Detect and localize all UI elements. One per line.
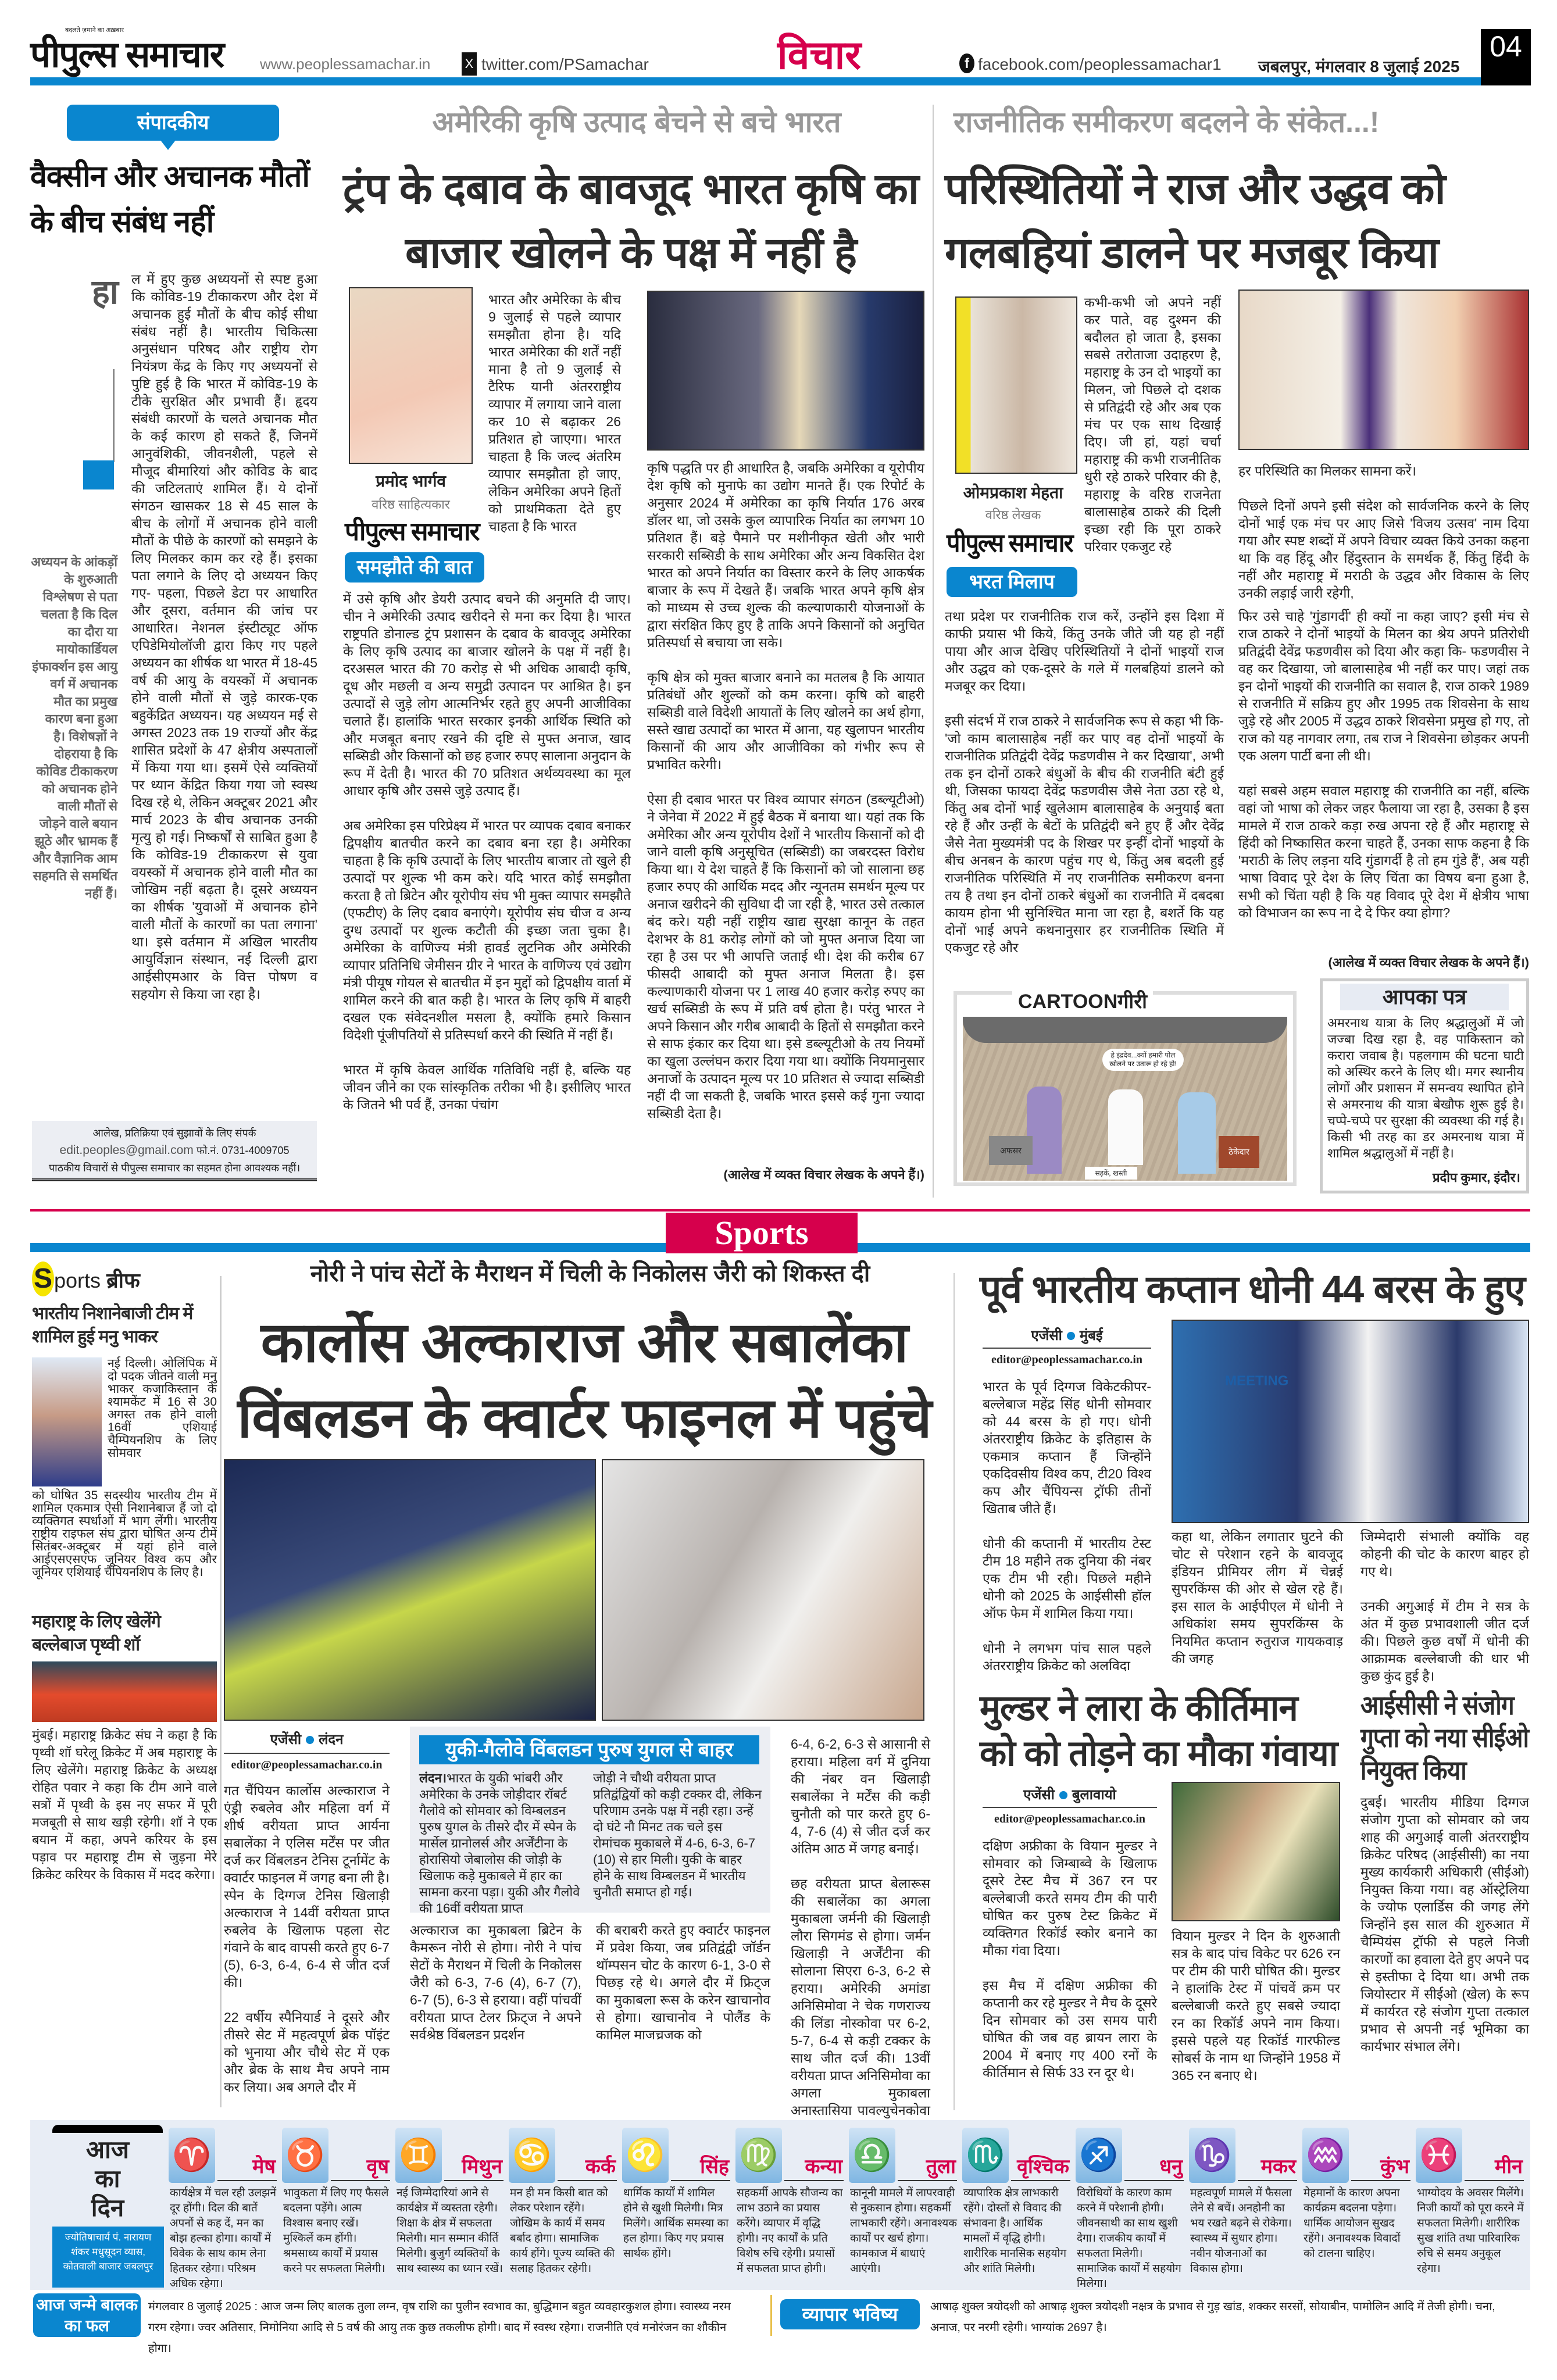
cartoon-newspaper: सड़कें, खस्ती <box>1085 1167 1137 1180</box>
sign-name: मीन <box>1494 2156 1523 2178</box>
editorial-pullquote: अध्ययन के आंकड़ों के शुरुआती विश्लेषण से पता चलता है कि दिल का दौरा या मायोकार्डियल इंफार्क्शन इस आयु वर्ग में अचानक मौत का प्रमुख कारण बना हुआ है। विशेषज्ञों ने दोहराया है कि कोविड टीकाकरण को अचानक होने वाली मौतों से जोड़ने वाले बयान झूठे और भ्रामक हैं और वैज्ञानिक आम सहमति से समर्थित नहीं हैं। <box>31 555 117 900</box>
contact-box <box>32 1121 317 1181</box>
contractor-figure <box>1178 1092 1216 1174</box>
dateline-dot-icon <box>1067 1332 1075 1340</box>
column-logo: पीपुल्स समाचार <box>345 517 479 546</box>
cartoon-title: CARTOONगीरी <box>1012 990 1153 1013</box>
politics-disclaimer: (आलेख में व्यक्त विचार लेखक के अपने हैं।) <box>1328 955 1529 970</box>
sports-column-divider <box>954 1273 955 2110</box>
zodiac-7-icon: ♏ <box>962 2128 1009 2183</box>
icc-headline: आईसीसी ने संजोग गुप्ता को नया सीईओ नियुक्त किया <box>1360 1690 1529 1785</box>
sign-text: सहकर्मी आपके सौजन्य का लाभ उठाने का प्रयास करेंगे। व्यापार में वृद्धि होगी। नए कार्यों के प्रति विशेष रुचि रहेगी। प्रयासों में सफलता प्राप्त होगी। <box>737 2187 843 2275</box>
sign-rule <box>1238 2180 1297 2181</box>
wimbledon-email[interactable]: editor@peoplessamachar.co.in <box>224 1753 390 1772</box>
politics-headline: परिस्थितियों ने राज और उद्धव को गलबहियां डालने पर मजबूर किया <box>945 165 1445 277</box>
trade-headline: ट्रंप के दबाव के बावजूद भारत कृषि का बाजार खोलने के पक्ष में नहीं है <box>343 165 919 277</box>
author-name: प्रमोद भार्गव <box>376 472 446 490</box>
trade-disclaimer: (आलेख में व्यक्त विचार लेखक के अपने हैं।) <box>723 1167 924 1182</box>
sign-text: मेहमानों के कारण अपना कार्यक्रम बदलना पड़ेगा। धार्मिक आयोजन सुखद रहेंगे। अनावश्यक विवादों को टालना चाहिए। <box>1304 2187 1401 2260</box>
editorial-badge: संपादकीय <box>67 105 279 141</box>
mulder-email[interactable]: editor@peoplessamachar.co.in <box>983 1807 1157 1826</box>
brief-label-en: ports <box>54 1268 101 1292</box>
sign-text: भावुकता में लिए गए फैसले बदलना पड़ेंगे। आत्म विश्वास बनाए रखें। मुश्किलें कम होंगी। श्रमसाध्य कार्यों में प्रयास करने पर सफलता मिलेगी। <box>283 2187 389 2275</box>
dhoni-birthday-photo <box>1172 1320 1529 1523</box>
trade-col2: कृषि पद्धति पर ही आधारित है, जबकि अमेरिका व यूरोपीय देश कृषि को मुनाफे का उद्योग मानते हैं। एक रिपोर्ट के अनुसार 2024 में अमेरिका का कृषि निर्यात 176 अरब डॉलर था, जो उसके कुल व्यापारिक निर्यात का लगभग 10 प्रतिशत हैं। बड़े पैमाने पर मशीनीकृत खेती और भारी सरकारी सब्सिडी के साथ अमेरिका और अन्य विकसित देश भारत को अपने निर्यात का विस्तार करने के लिए आकर्षक बाजार के रूप में देखते हैं। जबकि भारत अपने कृषि क्षेत्र को माध्यम से उच्च शुल्क की कल्याणकारी योजनाओं के द्वारा संरक्षित किए हुए है ताकि अपने किसानों को अनुचित प्रतिस्पर्धा से बचाया जा सके। कृषि क्षेत्र को मुक्त बाजार बनाने का मतलब है कि आयात प्रतिबंधों और शुल्कों को कम करना। कृषि को बाहरी सब्सिडी वाले विदेशी आयातों के लिए खोलने का अर्थ होगा, सस्ते खाद्य उत्पादों का भारत में आना, यह खुलापन भारतीय किसानों की आय और आजीविका को गंभीर रूप से प्रभावित करेगी। ऐसा ही दबाव भारत पर विश्व व्यापार संगठन (डब्ल्यूटीओ) ने जेनेवा में 2022 में हुई बैठक में बनाया था। यहां तक कि अमेरिका और अन्य यूरोपीय देशों ने भारतीय किसानों को दी जाने वाली कृषि अनुसूचित (सब्सिडी) का जबरदस्त विरोध किया था। ये देश चाहते हैं कि किसानों को जो सालाना छह हजार रुपए की आर्थिक मदद और न्यूनतम समर्थन मूल्य पर अनाज खरीदने की सुविधा दी जा रही है, भारत उसे तत्काल बंद करे। यही नहीं राष्ट्रीय खाद्य सुरक्षा कानून के तहत देशभर के 81 करोड़ लोगों को जो मुफ्त अनाज दिया जा रहा है उस पर भी आपत्ति जताई थी। देश की करीब 67 फीसदी आबादी को मुफ्त अनाज मिलता है। इस कल्याणकारी योजना पर 1 लाख 40 हजार करोड़ रुपए का खर्च सब्सिडी के रूप में प्रति वर्ष होता है। परंतु भारत ने अपने किसान और गरीब आबादी के हितों से समझौता करने से साफ इंकार कर दिया था। इसे डब्ल्यूटीओ के तय नियमों का खुला उल्लंघन करार दिया गया था। क्योंकि नियमानुसार अनाजों के उत्पादन मूल्य पर 10 प्रतिशत से ज्यादा सब्सिडी नहीं दी जा सकती है, जबकि भारत इससे कई गुना ज्यादा सब्सिडी देता है। <box>647 460 924 1121</box>
sign-name: सिंह <box>700 2156 729 2178</box>
horoscope-title-3: दिन <box>91 2194 124 2221</box>
sign-name: तुला <box>926 2156 956 2178</box>
zodiac-5-icon: ♍ <box>735 2128 782 2183</box>
wimbledon-col2: अल्काराज का मुकाबला ब्रिटेन के कैमरून नोरी से होगा। नोरी ने पांच सेटों के मैराथन में चिली के निकोलस जैरी को 6-3, 7-6 (4), 6-7 (7), 6-7 (5), 6-3 से हराया। वहीं पांचवीं वरीयता प्राप्त टेलर फ्रिट्ज ने अपने सर्वश्रेष्ठ विंबलडन प्रदर्शन <box>410 1922 581 2042</box>
dhoni-dateline <box>983 1325 1151 1345</box>
dhoni-email[interactable]: editor@peoplessamachar.co.in <box>983 1348 1151 1367</box>
strip-divider <box>770 2295 772 2336</box>
trade-lead: भारत और अमेरिका के बीच 9 जुलाई से पहले व्यापार समझौता होना है। यदि भारत अमेरिका की शर्तें नहीं माना है तो 9 जुलाई से टैरिफ यानी अंतरराष्ट्रीय व्यापार में लगाया जाने वाला कर 10 से बढ़ाकर 26 प्रतिशत हो जाएगा। भारत चाहता है कि जल्द अंतरिम व्यापार समझौता हो जाए, लेकिन अमेरिका अपने हितों को प्राथमिकता देते हुए चाहता है कि भारत <box>488 292 621 534</box>
author-role: वरिष्ठ साहित्यकार <box>372 497 450 512</box>
mulder-col1: दक्षिण अफ्रीका के वियान मुल्डर ने सोमवार को जिम्बाब्वे के खिलाफ दूसरे टेस्ट मैच में 367 रन पर बल्लेबाजी करते समय टीम की पारी घोषित कर पुरुष टेस्ट क्रिकेट में व्यक्तिगत रिकॉर्ड स्कोर बनाने का मौका गंवा दिया। इस मैच में दक्षिण अफ्रीका की कप्तानी कर रहे मुल्डर ने मैच के दूसरे दिन सोमवार को उस समय पारी घोषित की जब वह ब्रायन लारा के 2004 में बनाए गए 400 रनों के कीर्तिमान से सिर्फ 33 रन दूर थे। <box>983 1838 1157 2080</box>
column-logo: पीपुल्स समाचार <box>947 529 1073 558</box>
contact-line: आलेख, प्रतिक्रिया एवं सुझावों के लिए संपर्क <box>92 1127 256 1139</box>
zodiac-6-icon: ♎ <box>849 2128 895 2183</box>
sign-text: कानूनी मामले में लापरवाही से नुकसान होगा। सहकर्मी लाभकारी रहेंगे। अनावश्यक कार्यों पर खर्च होगा। कामकाज में बाधाएं आएंगी। <box>850 2187 957 2275</box>
sign-rule <box>1124 2180 1184 2181</box>
horoscope-sign <box>735 2128 846 2285</box>
yuki-place: लंदन। <box>419 1771 447 1785</box>
x-icon: X <box>462 52 477 76</box>
twitter-link[interactable]: twitter.com/PSamachar <box>481 55 649 73</box>
yuki-box-col1 <box>419 1770 585 1916</box>
politician-figure <box>1108 1089 1143 1165</box>
zodiac-11-icon: ♓ <box>1416 2128 1462 2183</box>
horoscope-sign <box>849 2128 959 2285</box>
sports-brief-label <box>32 1262 218 1296</box>
sign-text: नई जिम्मेदारियां आने से कार्यक्षेत्र में व्यस्तता रहेगी। शिक्षा के क्षेत्र में सफलता मिलेगी। मान सम्मान कीर्ति मिलेगी। बुजुर्ग व्यक्तियों के साथ स्वास्थ्य का ध्यान रखें। <box>397 2187 503 2275</box>
sign-name: मेष <box>252 2156 276 2178</box>
letter-box <box>1320 978 1529 1193</box>
zodiac-9-icon: ♑ <box>1189 2128 1235 2183</box>
wimbledon-col3: की बराबरी करते हुए क्वार्टर फाइनल में प्रवेश किया, जब प्रतिद्वंद्वी जॉर्डन थॉम्पसन चोट के कारण 6-1, 3-0 से पिछड़ रहे थे। अगले दौर में फ्रिट्ज का मुकाबला रूस के करेन खाचानोव से होगा। खाचानोव ने पोलैंड के कामिल माजच्रजक को <box>596 1922 770 2042</box>
sign-name: कुंभ <box>1380 2156 1409 2178</box>
sign-name: मिथुन <box>462 2156 502 2178</box>
horoscope-sign <box>1076 2128 1186 2290</box>
zodiac-4-icon: ♌ <box>622 2128 669 2183</box>
sign-rule <box>331 2180 390 2181</box>
author-name: ओमप्रकाश मेहता <box>963 484 1063 502</box>
facebook-link[interactable]: facebook.com/peoplessamachar1 <box>978 55 1222 73</box>
sign-rule <box>444 2180 503 2181</box>
dateline-dot-icon <box>1059 1791 1067 1799</box>
contact-phone: फो.नं. 0731-4009705 <box>196 1145 290 1156</box>
sign-rule <box>217 2180 277 2181</box>
page-number: 04 <box>1481 29 1531 85</box>
horoscope-sign <box>1416 2128 1526 2285</box>
column-divider <box>933 105 934 1198</box>
politics-lead: कभी-कभी जो अपने नहीं कर पाते, वह दुश्मन की बदौलत हो जाता है, इसका सबसे तरोताजा उदाहरण है, महाराष्ट्र के उन दो भाइयों का मिलन, जो पिछले दो दशक से प्रतिद्वंदी रहे और अब एक मंच पर एक साथ दिखाई दिए। जी हां, यहां चर्चा महाराष्ट्र की कभी राजनीतिक धुरी रहे ठाकरे परिवार की है, महाराष्ट्र के वरिष्ठ राजनेता बालासाहेब ठाकरे की दिली इच्छा रही कि पूरा ठाकरे परिवार एकजुट रहे <box>1084 295 1221 554</box>
mulder-col2: वियान मुल्डर ने दिन के शुरुआती सत्र के बाद पांच विकेट पर 626 रन पर टीम की पारी घोषित की। मुल्डर ने हालांकि टेस्ट में पांचवें क्रम पर बल्लेबाजी करते हुए सबसे ज्यादा रन का रिकॉर्ड अपने नाम किया। इससे पहले यह रिकॉर्ड गारफील्ड सोबर्स के नाम था जिन्होंने 1958 में 365 रन बनाए थे। <box>1172 1928 1340 2083</box>
astrologer-box: ज्योतिषाचार्य पं. नारायण शंकर मधुसूदन व्यास, कोतवाली बाजार जबलपुर <box>52 2227 164 2288</box>
dhoni-col3: जिम्मेदारी संभाली क्योंकि वह कोहनी की चोट के कारण बाहर हो गए थे। उनकी अगुआई में टीम ने सत्र के अंत में कुछ प्रभावशाली जीत दर्ज की। पिछले कुछ वर्षों में धोनी की आक्रामक बल्लेबाजी की धार भी कुछ कुंद हुई है। <box>1360 1529 1529 1684</box>
dateline-dot-icon <box>306 1736 314 1744</box>
dateline-place: लंदन <box>319 1732 344 1748</box>
birth-forecast-text: मंगलवार 8 जुलाई 2025 : आज जन्म लिए बालक तुला लग्न, वृष राशि का पुलीन स्वभाव का, बुद्धिमान बहुत व्यवहारकुशल होगा। स्वास्थ्य नरम गरम रहेगा। ज्वर अतिसार, निमोनिया आदि से 5 वर्ष की आयु तक कुछ तकलीफ होगी। बाद में स्वस्थ रहेगा। राजनीति एवं मनोरंजन का शौकीन होगा। <box>148 2300 731 2355</box>
wimbledon-col4: 6-4, 6-2, 6-3 से आसानी से हराया। महिला वर्ग में दुनिया की नंबर वन खिलाड़ी सबालेंका ने मर्टेंस की कड़ी चुनौती को पार करते हुए 6-4, 7-6 (4) से जीत दर्ज कर अंतिम आठ में जगह बनाई। छह वरीयता प्राप्त बेलारूस की सबालेंका का अगला मुकाबला जर्मनी की खिलाड़ी लौरा सिगमंड से होगा। जर्मन खिलाड़ी ने अर्जेंटीना की सोलाना सिएरा 6-3, 6-2 से हराया। अमेरिकी अमांडा अनिसिमोवा ने चेक गणराज्य की लिंडा नोस्कोवा पर 6-2, 5-7, 6-4 से कड़ी टक्कर के साथ जीत दर्ज की। 13वीं वरीयता प्राप्त अनिसिमोवा का अगला मुकाबला अनास्तासिया पावल्युचेनकोवा <box>791 1736 930 2118</box>
sign-name: कन्या <box>805 2156 842 2178</box>
agency-label: एजेंसी <box>1031 1328 1062 1343</box>
trade-col1: में उसे कृषि और डेयरी उत्पाद बचने की अनुमति दी जाए। चीन ने अमेरिकी उत्पाद खरीदने से मना कर दिया है। भारत राष्ट्रपति डोनाल्ड ट्रंप प्रशासन के दबाव के बावजूद अमेरिका के लिए कृषि उत्पाद का बाजार खोलने के पक्ष में नहीं है। दरअसल भारत की 70 करोड़ से भी अधिक आबादी कृषि, दूध और मछली व अन्य समुद्री उत्पादन पर आश्रित है। इन उत्पादों से जुड़े लोग आत्मनिर्भर रहते हुए अपनी आजीविका चलाते हैं। हालांकि भारत सरकार इनकी आर्थिक स्थिति को और मजबूत बनाए रखने की दृष्टि से मुफ्त अनाज, खाद सब्सिडी और किसानों को छह हजार रुपए सालाना अनुदान के रूप में देती है। भारत की 70 प्रतिशत अर्थव्यवस्था का मूल आधार कृषि और उससे जुड़े उत्पाद हैं। अब अमेरिका इस परिप्रेक्ष्य में भारत पर व्यापक दबाव बनाकर द्विपक्षीय बातचीत करने का दबाव बना रहा है। अमेरिका चाहता है कि कृषि उत्पादों के लिए भारतीय बाजार तो खुले ही उत्पादों पर शुल्क भी कम करे। यदि भारत कोई समझौता करता है तो ब्रिटेन और यूरोपीय संघ भी मुक्त व्यापार समझौते (एफटीए) के लिए दबाव बनाएंगे। यूरोपीय संघ चीज व अन्य दुग्ध उत्पादों पर शुल्क कटौती की इच्छा जता चुका है। अमेरिका के वाणिज्य मंत्री हावर्ड लुटनिक और अमेरिकी व्यापार प्रतिनिधि जेमीसन ग्रीर ने भारत के वाणिज्य एवं उद्योग मंत्री पीयूष गोयल से बातचीत में इन मुद्दों को द्विपक्षीय वार्ता में शामिल करने की बात कही है। भारत के लिए कृषि में बाहरी दखल एक संवेदनशील मसला है, क्योंकि हमारे किसान विदेशी पूंजीपतियों से प्रतिस्पर्धा करने की स्थिति में नहीं हैं। भारत में कृषि केवल आर्थिक गतिविधि नहीं है, बल्कि यह जीवन जीने का एक सांस्कृतिक तरीका भी है। इसीलिए भारत के जितने भी पर्व हैं, उनका पंचांग <box>343 591 631 1112</box>
sign-rule <box>898 2180 957 2181</box>
manu-bhaker-photo <box>32 1357 102 1486</box>
sign-text: महत्वपूर्ण मामले में फैसला लेने से बचें। अनहोनी का भय रखते बढ़ने से रोकेगा। स्वास्थ्य में सुधार होगा। नवीन योजनाओं का विकास होगा। <box>1190 2187 1292 2275</box>
column-name-badge: समझौते की बात <box>345 552 484 583</box>
sports-section-label: Sports <box>666 1213 858 1253</box>
sign-text: भाग्योदय के अवसर मिलेंगे। निजी कार्यों को पूरा करने में सफलता मिलेगी। शारीरिक सुख शांति तथा पारिवारिक रुचि से समय अनुकूल रहेगा। <box>1417 2187 1524 2275</box>
logo-tagline: बदलते ज़माने का अख़बार <box>65 27 124 34</box>
yuki-box-col2: जोड़ी ने चौथी वरीयता प्राप्त प्रतिद्वंद्वियों को कड़ी टक्कर दी, लेकिन परिणाम उनके पक्ष में नही रहा। उन्हें दो घंटे नौ मिनट तक चले इस रोमांचक मुकाबले में 4-6, 6-3, 6-7 (10) से हार मिली। युकी के बाहर होने के साथ विम्बलडन में भारतीय चुनौती समाप्त हो गई। <box>593 1771 762 1899</box>
brief-text-prithvi: मुंबई। महाराष्ट्र क्रिकेट संघ ने कहा है कि पृथ्वी शॉ घरेलू क्रिकेट में अब महाराष्ट्र के लिए खेलेंगे। महाराष्ट्र क्रिकेट के अध्यक्ष रोहित पवार ने कहा कि टीम आने वाले सत्रों में पृथ्वी के इस नए सफर में पूरी मजबूती से साथ खड़ी रहेगी। शॉ ने एक बयान में कहा, अपने करियर के इस पड़ाव पर महाराष्ट्र टीम से जुड़ना मेरे क्रिकेट करियर के विकास में मदद करेगा। <box>32 1728 217 1882</box>
politics-col1: तथा प्रदेश पर राजनीतिक राज करें, उन्होंने इस दिशा में काफी प्रयास भी किये, किंतु उनके जीते जी यह हो नहीं पाया और आज देखिए परिस्थितियों ने दोनों भाइयों राज और उद्धव को एक-दूसरे के गले में गलबहियां डालने को मजबूर कर दिया। इसी संदर्भ में राज ठाकरे ने सार्वजनिक रूप से कहा भी कि- 'जो काम बालासाहेब नहीं कर पाए वह दोनों भाइयों के राजनीतिक प्रतिद्वंदी देवेंद्र फडणवीस ने कर दिखाया', अभी तक इन दोनों ठाकरे बंधुओं के बीच की राजनीति बंटी हुई थी, जिसका फायदा देवेंद्र फडणवीस जैसे नेता उठा रहे थे, किंतु अब दोनों भाई खुलेआम बालासाहेब के अनुयाई बता रहे हैं और उन्हीं के बेटों के प्रतिद्वंदी बने हुए हैं और देवेंद्र जैसे नेता मुख्यमंत्री पद के शिखर पर इन्हीं दोनों भाइयों के बीच अनबन के कारण पहुंच गए थे, किंतु अब बदली हुई राजनीतिक परिस्थिति में नए राजनीतिक समीकरण बनना तय है तथा इन दोनों ठाकरे बंधुओं का राजनीति में दबदबा कायम होना भी सुनिश्चित माना जा रहा है, बशर्ते कि यह दोनों भाई अपने कथनानुसार हर राजनीतिक स्थिति में एकजुट रहे और <box>945 609 1224 955</box>
brief-headline-manu: भारतीय निशानेबाजी टीम में शामिल हुई मनु भाकर <box>32 1304 193 1346</box>
sabalenka-photo <box>602 1459 924 1721</box>
letter-body: अमरनाथ यात्रा के लिए श्रद्धालुओं में जो जज्बा दिख रहा है, वह पाकिस्तान को करारा जवाब है। पहलगाम की घटना घाटी को अस्थिर करने के लिए थी। मगर स्थानीय लोगों और प्रशासन में समन्वय स्थापित होने से अमरनाथ की यात्रा बेखौफ शुरू हुई है। चप्पे-चप्पे पर सुरक्षा की व्यवस्था की गई है। किसी भी तरह का डर अमरनाथ यात्रा में शामिल श्रद्धालुओं में नहीं है। <box>1327 1016 1524 1160</box>
zodiac-10-icon: ♒ <box>1302 2128 1349 2183</box>
briefcase-officer: अफसर <box>989 1136 1033 1165</box>
letter-signature: प्रदीप कुमार, इंदौर। <box>1433 1170 1520 1185</box>
prithvi-shaw-photo <box>32 1661 217 1722</box>
horoscope-sign <box>395 2128 506 2285</box>
brief-label-hi: ब्रीफ <box>106 1268 140 1292</box>
newspaper-logo: पीपुल्स समाचार <box>30 35 224 75</box>
sign-rule <box>558 2180 617 2181</box>
raj-uddhav-photo <box>1238 290 1529 450</box>
wimbledon-headline-line1: कार्लोस अल्काराज और सबालेंका <box>260 1311 908 1374</box>
author-photo-bhargava <box>349 287 473 464</box>
author-role: वरिष्ठ लेखक <box>985 508 1041 522</box>
mulder-photo <box>1172 1782 1340 1921</box>
facebook-icon: f <box>959 53 974 73</box>
alcaraz-photo <box>224 1459 596 1721</box>
letter-title: आपका पत्र <box>1340 984 1509 1010</box>
trade-forecast-label: व्यापार भविष्य <box>780 2299 920 2329</box>
brief-text-manu-2: को घोषित 35 सदस्यीय भारतीय टीम में शामिल एकमात्र ऐसी निशानेबाज हैं जो दो व्यक्तिगत स्पर्धाओं में भाग लेंगी। भारतीय राष्ट्रीय राइफल संघ द्वारा घोषित अन्य टीमें सितंबर-अक्टूबर में यहां होने वाले आईएसएसएफ जूनियर विश्व कप और जूनियर एशियाई चैंपियनशिप के लिए है। <box>32 1489 217 1579</box>
cartoon-frame <box>954 991 1297 1186</box>
sign-name: मकर <box>1260 2156 1296 2178</box>
dateline: जबलपुर, मंगलवार 8 जुलाई 2025 <box>1258 58 1460 76</box>
politics-top-right: हर परिस्थिति का मिलकर सामना करें। पिछले दिनों अपने इसी संदेश को सार्वजनिक करने के लिए दोनों भाई एक मंच पर आए जिसे 'विजय उत्सव' नाम दिया गया और स्पष्ट शब्दों में अपने विचार व्यक्त किये उनका कहना था कि वह हिंदू और हिंदुस्तान के समर्थक हैं, किंतु हिंदी के नहीं और महाराष्ट्र में मराठी के उद्धव और विकास के लिए उनकी लड़ाई जारी रहेगी, <box>1238 463 1529 601</box>
section-title: विचार <box>777 33 862 77</box>
contact-email[interactable]: edit.peoples@gmail.com <box>59 1143 194 1157</box>
horoscope-sign <box>622 2128 733 2285</box>
editorial-body: ल में हुए कुछ अध्ययनों से स्पष्ट हुआ कि कोविड-19 टीकाकरण और देश में अचानक हुई मौतों के बीच कोई सीधा संबंध नहीं है। भारतीय चिकित्सा अनुसंधान परिषद और राष्ट्रीय रोग नियंत्रण केंद्र के किए गए अध्ययनों से पुष्टि हुई है कि भारत में कोविड-19 के टीके सुरक्षित और प्रभावी हैं। हृदय संबंधी कारणों के चलते अचानक मौत के कई कारण हो सकते हैं, जिनमें आनुवंशिकी, जीवनशैली, पहले से मौजूद बीमारियां और कोविड के बाद की जटिलताएं शामिल हैं। ये दोनों संगठन खासकर 18 से 45 साल के बीच के लोगों में अचानक होने वाली मौतों के पीछे के कारणों को समझने के लिए मिलकर काम कर रहे हैं। इसका पता लगाने के लिए दो अध्ययन किए गए- पहला, पिछले डेटा पर आधारित और दूसरा, वर्तमान की जांच पर आधारित। नेशनल इंस्टीट्यूट ऑफ एपिडेमियोलॉजी द्वारा किए गए पहले अध्ययन का शीर्षक था भारत में 18-45 वर्ष की आयु के वयस्कों में अचानक होने वाली मौतों से जुड़े कारक-एक बहुकेंद्रित अध्ययन। यह अध्ययन मई से अगस्त 2023 तक 19 राज्यों और केंद्र शासित प्रदेशों के 47 क्षेत्रीय अस्पतालों में किया गया था। इसमें ऐसे व्यक्तियों पर ध्यान केंद्रित किया गया जो स्वस्थ दिख रहे थे, लेकिन अक्टूबर 2021 और मार्च 2023 के बीच अचानक उनकी मृत्यु हो गई। निष्कर्षों से साबित हुआ है कि कोविड-19 टीकाकरण से युवा वयस्कों में अचानक होने वाली मौत का जोखिम नहीं बढ़ता है। दूसरे अध्ययन का शीर्षक 'युवाओं में अचानक होने वाली मौतों के कारणों का पता लगाना' था। इसे वर्तमान में अखिल भारतीय आयुर्विज्ञान संस्थान, नई दिल्ली द्वारा आईसीएमआर के वित्त पोषण व सहयोग से किया जा रहा है। <box>131 271 317 1002</box>
horoscope-sign <box>1302 2128 1413 2285</box>
sign-rule <box>1465 2180 1524 2181</box>
editorial-dropcap: हा <box>92 273 119 311</box>
sign-text: मन ही मन किसी बात को लेकर परेशान रहेंगे। जोखिम के कार्य में समय बर्बाद होगा। सामाजिक कार्य होंगे। पूज्य व्यक्ति की सलाह हितकर रहेगी। <box>510 2187 615 2275</box>
wimbledon-dateline <box>224 1729 390 1749</box>
sign-name: वृष <box>366 2156 389 2178</box>
wimbledon-headline-line2: विंबलडन के क्वार्टर फाइनल में पहुंचे <box>237 1387 931 1449</box>
sign-name: वृश्चिक <box>1017 2156 1069 2178</box>
dhoni-col1: भारत के पूर्व दिग्गज विकेटकीपर-बल्लेबाज महेंद्र सिंह धोनी सोमवार को 44 बरस के हो गए। धोनी अंतरराष्ट्रीय क्रिकेट के इतिहास के एकमात्र कप्तान हैं जिन्होंने एकदिवसीय विश्व कप, टी20 विश्व कप और चैंपियन्स ट्रॉफी तीनों खिताब जीते हैं। धोनी की कप्तानी में भारतीय टेस्ट टीम 18 महीने तक दुनिया की नंबर एक टीम भी रही। पिछले महीने धोनी को 2025 के आईसीसी हॉल ऑफ फेम में शामिल किया गया। धोनी ने लगभग पांच साल पहले अंतरराष्ट्रीय क्रिकेट को अलविदा <box>983 1379 1151 1673</box>
brief-headline-prithvi: महाराष्ट्र के लिए खेलेंगे बल्लेबाज पृथ्वी शॉ <box>32 1612 160 1654</box>
sign-rule <box>1011 2180 1070 2181</box>
section-rule-red <box>30 1209 1530 1212</box>
sign-text: विरोधियों के कारण काम करने में परेशानी होगी। जीवनसाथी का साथ खुशी देगा। राजकीय कार्यों में सफलता मिलेगी। सामाजिक कार्यों में सहयोग मिलेगा। <box>1077 2187 1181 2290</box>
sign-text: व्यापारिक क्षेत्र लाभकारी रहेंगे। दोस्तों से विवाद की संभावना है। आर्थिक मामलों में वृद्धि होगी। शारीरिक मानसिक सहयोग और शांति मिलेगी। <box>963 2187 1067 2275</box>
dateline-place: बुलावायो <box>1072 1787 1116 1803</box>
zodiac-0-icon: ♈ <box>169 2128 215 2183</box>
website-link[interactable]: www.peoplessamachar.in <box>260 55 431 73</box>
banner-text: MEETING <box>1225 1373 1289 1389</box>
author-photo-mehta <box>955 296 1077 474</box>
pullquote-rule <box>113 369 115 462</box>
birth-forecast-label: आज जन्मे बालक का फल <box>33 2293 141 2337</box>
mulder-headline: मुल्डर ने लारा के कीर्तिमान को को तोड़ने का मौका गंवाया <box>980 1688 1338 1774</box>
horoscope-sign <box>1189 2128 1299 2285</box>
agency-label: एजेंसी <box>1023 1787 1055 1803</box>
horoscope-sign <box>962 2128 1073 2285</box>
brief-s-icon: S <box>32 1262 54 1296</box>
cartoon-illustration <box>963 1017 1287 1181</box>
dhoni-headline: पूर्व भारतीय कप्तान धोनी 44 बरस के हुए <box>980 1267 1525 1310</box>
wimbledon-col1: गत चैंपियन कार्लोस अल्काराज ने एंड्री रुबलेव और महिला वर्ग में शीर्ष वरीयता प्राप्त आर्यना सबालेंका ने एलिस मर्टेंस पर जीत दर्ज कर विंबलडन टेनिस टूर्नामेंट के क्वार्टर फाइनल में जगह बना ली है। स्पेन के दिग्गज टेनिस खिलाड़ी अल्काराज ने 14वीं वरीयता प्राप्त रुबलेव के खिलाफ पहला सेट गंवाने के बाद वापसी करते हुए 6-7 (5), 6-3, 6-4, 6-4 से जीत दर्ज की। 22 वर्षीय स्पैनियार्ड ने दूसरे और तीसरे सेट में महत्वपूर्ण ब्रेक पॉइंट को भुनाया और चौथे सेट में एक और ब्रेक के साथ मैच अपने नाम कर लिया। अब अगले दौर में <box>224 1783 390 2095</box>
dhoni-col2: कहा था, लेकिन लगातार घुटने की चोट से परेशान रहने के बावजूद इंडियन प्रीमियर लीग में चेन्नई सुपरकिंग्स की ओर से खेल रहे हैं। इस साल के आईपीएल में धोनी ने अधिकांश समय सुपरकिंग्स के नियमित कप्तान रुतुराज गायकवाड़ की जगह <box>1172 1529 1343 1666</box>
brief-text-manu: नई दिल्ली। ओलिंपिक में दो पदक जीतने वाली मनु भाकर कजाकिस्तान के श्यामकेंट में 16 से 30 अगस्त तक होने वाली 16वीं एशियाई चैम्पियनशिप के लिए सोमवार <box>108 1357 217 1460</box>
zodiac-2-icon: ♊ <box>395 2128 442 2183</box>
contact-disclaimer: पाठकीय विचारों से पीपुल्स समाचार का सहमत होना आवश्यक नहीं। <box>48 1162 301 1174</box>
mulder-dateline <box>983 1785 1157 1804</box>
horoscope-sign <box>169 2128 279 2290</box>
horoscope-title <box>52 2125 163 2224</box>
yuki-box-title: युकी-गैलोवे विंबलडन पुरुष युगल से बाहर <box>419 1735 759 1764</box>
horoscope-sign <box>282 2128 392 2285</box>
yuki-text-1: भारत के युकी भांबरी और अमेरिका के उनके जोड़ीदार रॉबर्ट गैलोवे को सोमवार को विम्बलडन पुरुष युगल के तीसरे दौर में स्पेन के मार्सेल ग्रानोलर्स और अर्जेंटीना के होरासियो जेबालोस की जोड़ी के खिलाफ कड़े मुकाबले में हार का सामना करना पड़ा। युकी और गैलोवे की 16वीं वरीयता प्राप्त <box>419 1771 580 1916</box>
horoscope-title-1: आज <box>85 2136 130 2163</box>
briefcase-contractor: ठेकेदार <box>1219 1136 1259 1168</box>
badge-pointer <box>160 140 176 150</box>
politics-col2: फिर उसे चाहे 'गुंडागर्दी' ही क्यों ना कहा जाए? इसी मंच से राज ठाकरे ने दोनों भाइयों के मिलन का श्रेय अपने प्रतिरोधी प्रतिद्वंदी देवेंद्र फडणवीस को दिया और कहा कि- फडणवीस ने वह कर दिखाया, जो बालासाहेब भी नहीं कर पाए। जहां तक इन दोनों भाइयों की राजनीति का सवाल है, राज ठाकरे 1989 से राजनीति में सक्रिय हुए और 1995 तक शिवसेना के साथ जुड़े रहे और 2005 में उद्धव ठाकरे शिवसेना प्रमुख हो गए, तो राज को यह नागवार लगा, तब राज ने शिवसेना छोड़कर अपनी एक अलग पार्टी बना ली थी। यहां सबसे अहम सवाल महाराष्ट्र की राजनीति का नहीं, बल्कि वहां जो भाषा को लेकर जहर फैलाया जा रहा है, उसका है इस मामले में राज ठाकरे कड़ा रुख अपना रहे हैं और महाराष्ट्र से हिंदी को निष्कासित करना चाहते हैं, उनका साफ कहना है कि 'मराठी के लिए लड़ना यदि गुंडागर्दी है तो हम गुंडे हैं', अब यही भाषा विवाद पूरे देश के लिए चिंता का विषय बना हुआ है, सभी को चिंता यही है कि यह विवाद पूरे देश में क्षेत्रीय भाषा को विभाजन का रूप ना दे दे फिर क्या होगा? <box>1238 609 1529 920</box>
sign-name: धनु <box>1159 2156 1183 2178</box>
sign-text: कार्यक्षेत्र में चल रही उलझनें दूर होंगी। दिल की बातें अपनों से कह दें, मन का बोझ हल्का होगा। कार्यों में विवेक के साथ काम लेना हितकर रहेगा। परिश्रम अधिक रहेगा। <box>170 2187 277 2290</box>
modi-trump-photo <box>647 291 924 451</box>
quote-bubble <box>83 460 114 489</box>
sign-name: कर्क <box>585 2156 616 2178</box>
sign-rule <box>671 2180 730 2181</box>
title-cap <box>52 2125 163 2133</box>
wimbledon-kicker: नोरी ने पांच सेटों के मैराथन में चिली के निकोलस जैरी को शिकस्त दी <box>310 1261 870 1287</box>
zodiac-3-icon: ♋ <box>509 2128 555 2183</box>
sign-text: धार्मिक कार्यों में शामिल होने से खुशी मिलेगी। मित्र मिलेंगे। आर्थिक समस्या का हल होगा। किए गए प्रयास सार्थक होंगे। <box>623 2187 729 2260</box>
sign-rule <box>1351 2180 1410 2181</box>
trade-kicker: अमेरिकी कृषि उत्पाद बेचने से बचे भारत <box>432 106 841 138</box>
dateline-place: मुंबई <box>1079 1328 1103 1343</box>
agency-label: एजेंसी <box>270 1732 302 1748</box>
brief-divider <box>220 1276 222 2107</box>
zodiac-8-icon: ♐ <box>1076 2128 1122 2183</box>
cartoon-speech-bubble: हे इंद्रदेव...क्यों हमारी पोल खोलने पर उतारू हो रहे हो! <box>1102 1049 1184 1071</box>
politics-kicker: राजनीतिक समीकरण बदलने के संकेत...! <box>954 106 1380 138</box>
horoscope-title-2: का <box>95 2165 120 2192</box>
zodiac-1-icon: ♉ <box>282 2128 328 2183</box>
horoscope-sign <box>509 2128 619 2285</box>
header-rule <box>30 77 1481 85</box>
trade-forecast-text: आषाढ़ शुक्ल त्रयोदशी को आषाढ़ शुक्ल त्रयोदशी नक्षत्र के प्रभाव से गुड़ खांड, शक्कर सरसों, सोयाबीन, पामोलिन आदि में तेजी होगी। चना, अनाज, पर नरमी रहेगी। भाग्यांक 2697 है। <box>930 2300 1495 2334</box>
column-name-badge: भरत मिलाप <box>947 567 1077 597</box>
icc-text: दुबई। भारतीय मीडिया दिग्गज संजोग गुप्ता को सोमवार को जय शाह की अगुआई वाली अंतरराष्ट्रीय क्रिकेट परिषद (आईसीसी) का नया मुख्य कार्यकारी अधिकारी (सीईओ) नियुक्त किया गया। वह ऑस्ट्रेलिया के ज्योफ एलार्डिस की जगह लेंगे जिन्होंने इस साल की शुरुआत में चैम्पियंस ट्रॉफी से पहले निजी कारणों का हवाला देते हुए अपने पद से इस्तीफा दे दिया था। अभी तक जियोस्टार में सीईओ (खेल) के रूप में कार्यरत रहे संजोग गुप्ता तत्काल प्रभाव से अपनी नई भूमिका का कार्यभार संभाल लेंगे। <box>1360 1795 1529 2054</box>
sign-rule <box>784 2180 844 2181</box>
storm-cloud <box>963 1017 1287 1043</box>
editorial-headline: वैक्सीन और अचानक मौतों के बीच संबंध नहीं <box>30 160 309 239</box>
